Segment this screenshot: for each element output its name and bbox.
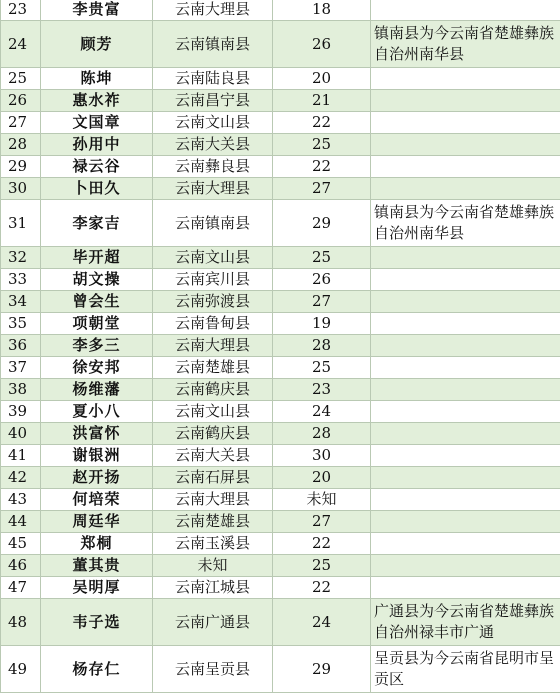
cell-number[interactable]: 40 xyxy=(1,423,41,445)
cell-number[interactable]: 39 xyxy=(1,401,41,423)
cell-note[interactable] xyxy=(371,445,560,467)
cell-age[interactable]: 22 xyxy=(273,533,371,555)
cell-name[interactable]: 夏小八 xyxy=(41,401,153,423)
cell-note[interactable]: 镇南县为今云南省楚雄彝族自治州南华县 xyxy=(371,21,560,68)
cell-age[interactable]: 25 xyxy=(273,357,371,379)
cell-age[interactable]: 26 xyxy=(273,269,371,291)
cell-name[interactable]: 吴明厚 xyxy=(41,577,153,599)
cell-name[interactable]: 卜田久 xyxy=(41,178,153,200)
cell-note[interactable] xyxy=(371,467,560,489)
cell-age[interactable]: 24 xyxy=(273,599,371,646)
table-row xyxy=(1,178,560,200)
cell-name[interactable]: 李贵富 xyxy=(41,0,153,21)
cell-note[interactable] xyxy=(371,489,560,511)
cell-age[interactable]: 22 xyxy=(273,156,371,178)
cell-age[interactable]: 21 xyxy=(273,90,371,112)
table-row xyxy=(1,445,560,467)
cell-age[interactable]: 25 xyxy=(273,134,371,156)
cell-place[interactable]: 云南大理县 xyxy=(153,0,273,21)
cell-place[interactable]: 云南呈贡县 xyxy=(153,646,273,693)
cell-place[interactable]: 云南文山县 xyxy=(153,247,273,269)
cell-age[interactable]: 22 xyxy=(273,577,371,599)
cell-note[interactable]: 广通县为今云南省楚雄彝族自治州禄丰市广通 xyxy=(371,599,560,646)
cell-number[interactable]: 26 xyxy=(1,90,41,112)
cell-place[interactable]: 云南玉溪县 xyxy=(153,533,273,555)
cell-name[interactable]: 文国章 xyxy=(41,112,153,134)
cell-place[interactable]: 云南鲁甸县 xyxy=(153,313,273,335)
cell-note[interactable]: 镇南县为今云南省楚雄彝族自治州南华县 xyxy=(371,200,560,247)
table-row xyxy=(1,599,560,646)
table-row xyxy=(1,0,560,21)
cell-note[interactable] xyxy=(371,90,560,112)
cell-note[interactable] xyxy=(371,357,560,379)
cell-age[interactable]: 20 xyxy=(273,467,371,489)
table-row xyxy=(1,269,560,291)
cell-place[interactable]: 云南楚雄县 xyxy=(153,357,273,379)
cell-place[interactable]: 云南宾川县 xyxy=(153,269,273,291)
cell-name[interactable]: 李家吉 xyxy=(41,200,153,247)
cell-place[interactable]: 云南大理县 xyxy=(153,489,273,511)
table-row xyxy=(1,467,560,489)
cell-age[interactable]: 27 xyxy=(273,291,371,313)
cell-name[interactable]: 韦子选 xyxy=(41,599,153,646)
cell-note[interactable] xyxy=(371,577,560,599)
cell-number[interactable]: 28 xyxy=(1,134,41,156)
cell-age[interactable]: 未知 xyxy=(273,489,371,511)
cell-number[interactable]: 29 xyxy=(1,156,41,178)
cell-note[interactable] xyxy=(371,555,560,577)
cell-name[interactable]: 郑桐 xyxy=(41,533,153,555)
cell-place[interactable]: 云南大关县 xyxy=(153,134,273,156)
cell-name[interactable]: 顾芳 xyxy=(41,21,153,68)
cell-number[interactable]: 25 xyxy=(1,68,41,90)
cell-note[interactable] xyxy=(371,313,560,335)
cell-place[interactable]: 云南大理县 xyxy=(153,178,273,200)
cell-number[interactable]: 23 xyxy=(1,0,41,21)
cell-place[interactable]: 云南大关县 xyxy=(153,445,273,467)
cell-age[interactable]: 29 xyxy=(273,646,371,693)
cell-place[interactable]: 云南大理县 xyxy=(153,335,273,357)
cell-age[interactable]: 27 xyxy=(273,178,371,200)
cell-place[interactable]: 云南鹤庆县 xyxy=(153,379,273,401)
cell-note[interactable] xyxy=(371,511,560,533)
cell-name[interactable]: 赵开扬 xyxy=(41,467,153,489)
table-row xyxy=(1,511,560,533)
cell-note[interactable] xyxy=(371,335,560,357)
cell-name[interactable]: 曾会生 xyxy=(41,291,153,313)
cell-number[interactable]: 31 xyxy=(1,200,41,247)
cell-place[interactable]: 云南昌宁县 xyxy=(153,90,273,112)
cell-age[interactable]: 26 xyxy=(273,21,371,68)
cell-note[interactable] xyxy=(371,269,560,291)
cell-name[interactable]: 周廷华 xyxy=(41,511,153,533)
cell-number[interactable]: 46 xyxy=(1,555,41,577)
cell-note[interactable] xyxy=(371,423,560,445)
cell-number[interactable]: 32 xyxy=(1,247,41,269)
cell-number[interactable]: 35 xyxy=(1,313,41,335)
cell-place[interactable]: 云南弥渡县 xyxy=(153,291,273,313)
cell-number[interactable]: 41 xyxy=(1,445,41,467)
cell-number[interactable]: 43 xyxy=(1,489,41,511)
table-row xyxy=(1,489,560,511)
table-row xyxy=(1,379,560,401)
table-row xyxy=(1,21,560,68)
cell-name[interactable]: 毕开超 xyxy=(41,247,153,269)
cell-age[interactable]: 25 xyxy=(273,555,371,577)
cell-age[interactable]: 18 xyxy=(273,0,371,21)
cell-note[interactable] xyxy=(371,379,560,401)
table-row xyxy=(1,156,560,178)
table-row xyxy=(1,200,560,247)
cell-age[interactable]: 28 xyxy=(273,335,371,357)
cell-place[interactable]: 云南江城县 xyxy=(153,577,273,599)
cell-age[interactable]: 19 xyxy=(273,313,371,335)
cell-place[interactable]: 云南陆良县 xyxy=(153,68,273,90)
cell-number[interactable]: 30 xyxy=(1,178,41,200)
cell-note[interactable] xyxy=(371,68,560,90)
cell-note[interactable] xyxy=(371,533,560,555)
cell-number[interactable]: 34 xyxy=(1,291,41,313)
cell-place[interactable]: 云南镇南县 xyxy=(153,200,273,247)
cell-number[interactable]: 37 xyxy=(1,357,41,379)
cell-place[interactable]: 云南楚雄县 xyxy=(153,511,273,533)
cell-name[interactable]: 惠水祚 xyxy=(41,90,153,112)
cell-place[interactable]: 云南石屏县 xyxy=(153,467,273,489)
table-row xyxy=(1,401,560,423)
table-row xyxy=(1,357,560,379)
table-row xyxy=(1,335,560,357)
table-row xyxy=(1,533,560,555)
cell-name[interactable]: 谢银洲 xyxy=(41,445,153,467)
roster-table-body xyxy=(1,0,560,693)
cell-name[interactable]: 孙用中 xyxy=(41,134,153,156)
cell-number[interactable]: 27 xyxy=(1,112,41,134)
table-row xyxy=(1,68,560,90)
cell-age[interactable]: 29 xyxy=(273,200,371,247)
table-row xyxy=(1,555,560,577)
cell-note[interactable] xyxy=(371,0,560,21)
table-row xyxy=(1,90,560,112)
cell-name[interactable]: 杨维藩 xyxy=(41,379,153,401)
cell-place[interactable]: 未知 xyxy=(153,555,273,577)
cell-note[interactable] xyxy=(371,156,560,178)
cell-number[interactable]: 45 xyxy=(1,533,41,555)
cell-number[interactable]: 38 xyxy=(1,379,41,401)
cell-place[interactable]: 云南镇南县 xyxy=(153,21,273,68)
cell-name[interactable]: 何培荣 xyxy=(41,489,153,511)
cell-number[interactable]: 42 xyxy=(1,467,41,489)
cell-age[interactable]: 24 xyxy=(273,401,371,423)
cell-note[interactable] xyxy=(371,112,560,134)
cell-age[interactable]: 25 xyxy=(273,247,371,269)
cell-place[interactable]: 云南文山县 xyxy=(153,112,273,134)
cell-note[interactable] xyxy=(371,291,560,313)
cell-note[interactable] xyxy=(371,178,560,200)
table-row xyxy=(1,247,560,269)
cell-name[interactable]: 董其贵 xyxy=(41,555,153,577)
cell-note[interactable] xyxy=(371,401,560,423)
cell-name[interactable]: 杨存仁 xyxy=(41,646,153,693)
table-row xyxy=(1,112,560,134)
table-row xyxy=(1,423,560,445)
cell-note[interactable] xyxy=(371,247,560,269)
cell-number[interactable]: 47 xyxy=(1,577,41,599)
cell-name[interactable]: 项朝堂 xyxy=(41,313,153,335)
cell-name[interactable]: 洪富怀 xyxy=(41,423,153,445)
cell-number[interactable]: 48 xyxy=(1,599,41,646)
cell-name[interactable]: 徐安邦 xyxy=(41,357,153,379)
cell-number[interactable]: 24 xyxy=(1,21,41,68)
table-row xyxy=(1,313,560,335)
table-row xyxy=(1,291,560,313)
cell-place[interactable]: 云南广通县 xyxy=(153,599,273,646)
cell-age[interactable]: 28 xyxy=(273,423,371,445)
cell-number[interactable]: 33 xyxy=(1,269,41,291)
table-row xyxy=(1,577,560,599)
cell-age[interactable]: 30 xyxy=(273,445,371,467)
cell-number[interactable]: 49 xyxy=(1,646,41,693)
cell-place[interactable]: 云南彝良县 xyxy=(153,156,273,178)
table-row xyxy=(1,134,560,156)
cell-place[interactable]: 云南文山县 xyxy=(153,401,273,423)
cell-name[interactable]: 李多三 xyxy=(41,335,153,357)
cell-age[interactable]: 27 xyxy=(273,511,371,533)
cell-note[interactable]: 呈贡县为今云南省昆明市呈贡区 xyxy=(371,646,560,693)
cell-number[interactable]: 44 xyxy=(1,511,41,533)
table-row xyxy=(1,646,560,693)
cell-place[interactable]: 云南鹤庆县 xyxy=(153,423,273,445)
cell-age[interactable]: 22 xyxy=(273,112,371,134)
cell-number[interactable]: 36 xyxy=(1,335,41,357)
cell-name[interactable]: 胡文操 xyxy=(41,269,153,291)
cell-age[interactable]: 23 xyxy=(273,379,371,401)
cell-name[interactable]: 禄云谷 xyxy=(41,156,153,178)
cell-note[interactable] xyxy=(371,134,560,156)
cell-name[interactable]: 陈坤 xyxy=(41,68,153,90)
cell-age[interactable]: 20 xyxy=(273,68,371,90)
